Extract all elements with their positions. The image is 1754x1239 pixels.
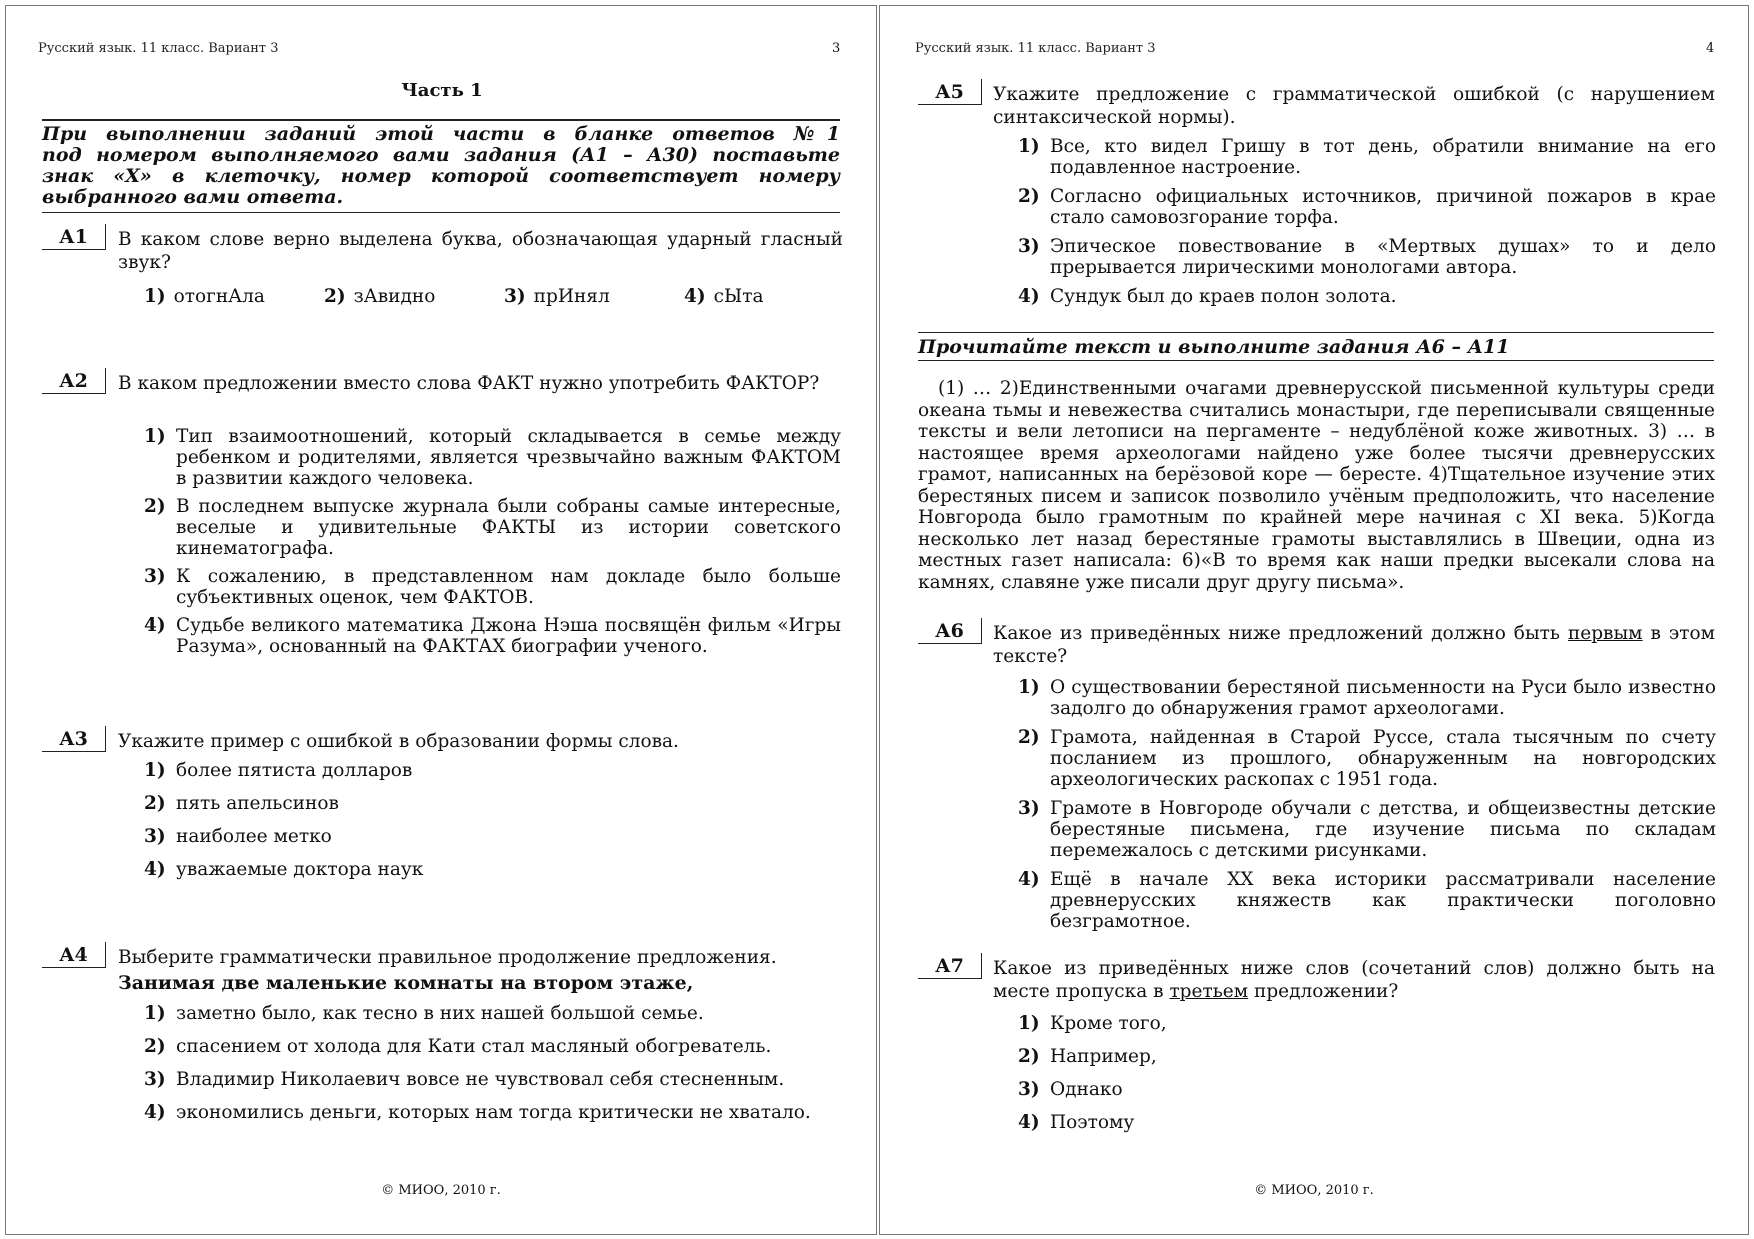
question-options-a3 — [144, 760, 841, 880]
page-header: Русский язык. 11 класс. Вариант 3 — [38, 41, 279, 56]
question-text-a1: В каком слове верно выделена буква, обозначающая ударный гласный звук? — [118, 229, 843, 273]
question-text-a7: Какое из приведённых ниже слов (сочетаний слов) должно быть на месте пропуска в третьем предложении? — [993, 958, 1715, 1002]
instruction-line: При выполнении заданий этой части в бланке ответов №1 — [42, 123, 840, 145]
right-page — [879, 5, 1749, 1235]
instruction-line: выбранного вами ответа. — [42, 186, 344, 208]
underlined-word: первым — [1567, 623, 1643, 644]
page-footer: © МИОО, 2010 г. — [1254, 1183, 1374, 1198]
question-options-a1 — [144, 286, 844, 307]
underlined-word: третьем — [1169, 981, 1249, 1002]
option-a7-1[interactable]: 1) Кроме того, — [1018, 1013, 1167, 1034]
option-a5-2[interactable]: 2) Согласно официальных источников, причиной пожаров в крае стало самовозгорание торфа. — [1018, 186, 1716, 228]
option-a2-1[interactable]: 1) Тип взаимоотношений, который складывается в семье между ребенком и родителями, является чрезвычайно важным ФАКТОМ в развитии каждого человека. — [144, 426, 841, 489]
question-text-a4: Выберите грамматически правильное продолжение предложения. — [118, 947, 777, 968]
option-a5-4[interactable]: 4) Сундук был до краев полон золота. — [1018, 286, 1397, 307]
question-options-a4 — [144, 1003, 841, 1123]
option-a7-2[interactable]: 2) Например, — [1018, 1046, 1157, 1067]
question-text-a3: Укажите пример с ошибкой в образовании формы слова. — [118, 731, 679, 752]
option-a4-2[interactable]: 2) спасением от холода для Кати стал масляный обогреватель. — [144, 1036, 772, 1057]
instruction-box — [42, 119, 840, 213]
option-a2-2[interactable]: 2) В последнем выпуске журнала были собраны самые интересные, веселые и удивительные ФАКТЫ из истории советского кинематографа. — [144, 496, 841, 559]
question-text-a6: Какое из приведённых ниже предложений должно быть первым в этом тексте? — [993, 623, 1715, 667]
page-header: Русский язык. 11 класс. Вариант 3 — [915, 41, 1156, 56]
question-options-a5 — [1018, 136, 1716, 307]
left-page — [5, 5, 877, 1235]
option-a2-4[interactable]: 4) Судьбе великого математика Джона Нэша посвящён фильм «Игры Разума», основанный на ФАКТАХ биографии ученого. — [144, 615, 841, 657]
section-heading: Прочитайте текст и выполните задания А6 – А11 — [918, 332, 1714, 361]
instruction-line: знак «Х» в клеточку, номер которой соответствует номеру — [42, 165, 840, 187]
question-tag-a7: А7 — [918, 953, 982, 979]
option-a6-3[interactable]: 3) Грамоте в Новгороде обучали с детства, и общеизвестны детские берестяные письмена, где изучение письма по складам перемежалось с детскими рисунками. — [1018, 798, 1716, 861]
option-a1-2[interactable]: 2) зАвидно — [324, 286, 436, 307]
question-options-a6 — [1018, 677, 1716, 932]
question-options-a7 — [1018, 1013, 1716, 1133]
question-tag-a5: А5 — [918, 79, 982, 105]
question-text-a5: Укажите предложение с грамматической ошибкой (с нарушением синтаксической нормы). — [993, 84, 1715, 128]
question-text-a2: В каком предложении вместо слова ФАКТ нужно употребить ФАКТОР? — [118, 373, 820, 394]
option-a6-1[interactable]: 1) О существовании берестяной письменности на Руси было известно задолго до обнаружения грамот археологами. — [1018, 677, 1716, 719]
question-options-a2 — [144, 426, 841, 657]
question-tag-a1: А1 — [42, 224, 106, 250]
page-number: 3 — [832, 41, 841, 56]
option-a1-3[interactable]: 3) прИнял — [504, 286, 610, 307]
option-a7-4[interactable]: 4) Поэтому — [1018, 1112, 1135, 1133]
option-a1-1[interactable]: 1) отогнАла — [144, 286, 265, 307]
page-number: 4 — [1706, 41, 1715, 56]
instruction-line: под номером выполняемого вами задания (А1 – А30) поставьте — [42, 144, 840, 166]
option-a5-3[interactable]: 3) Эпическое повествование в «Мертвых душах» то и дело прерывается лирическими монологами автора. — [1018, 236, 1716, 278]
option-a3-4[interactable]: 4) уважаемые доктора наук — [144, 859, 424, 880]
option-a3-3[interactable]: 3) наиболее метко — [144, 826, 332, 847]
option-a4-1[interactable]: 1) заметно было, как тесно в них нашей большой семье. — [144, 1003, 704, 1024]
option-a5-1[interactable]: 1) Все, кто видел Гришу в тот день, обратили внимание на его подавленное настроение. — [1018, 136, 1716, 178]
option-a3-1[interactable]: 1) более пятиста долларов — [144, 760, 413, 781]
option-a4-4[interactable]: 4) экономились деньги, которых нам тогда критически не хватало. — [144, 1102, 811, 1123]
reading-passage: (1) … 2)Единственными очагами древнерусской письменной культуры среди океана тьмы и невежества считались монастыри, где переписывали священные тексты и вели летописи на пергаменте – недублёной коже животных. 3) … в настоящее время археологами найдено уже более тысячи древнерусских грамот, написанных на берёзовой коре — бересте. 4)Тщательное изучение этих берестяных писем и записок позволило учёным предположить, что население Новгорода было грамотным по крайней мере начиная с XI века. 5)Когда несколько лет назад берестяные грамоты выставлялись в Швеции, одна из местных газет написала: 6)«В то время как наши предки высекали слова на камнях, славяне уже писали друг другу письма». — [918, 378, 1715, 593]
option-a2-3[interactable]: 3) К сожалению, в представленном нам докладе было больше субъективных оценок, чем ФАКТОВ. — [144, 566, 841, 608]
question-tag-a6: А6 — [918, 618, 982, 644]
option-a6-2[interactable]: 2) Грамота, найденная в Старой Руссе, стала тысячным по счету посланием из прошлого, обнаруженным на новгородских археологических раскопах с 1951 года. — [1018, 727, 1716, 790]
question-tag-a4: А4 — [42, 942, 106, 968]
question-prompt-a4: Занимая две маленькие комнаты на втором этаже, — [118, 972, 694, 994]
part-title: Часть 1 — [401, 80, 483, 101]
option-a6-4[interactable]: 4) Ещё в начале XX века историки рассматривали население древнерусских княжеств как практически поголовно безграмотное. — [1018, 869, 1716, 932]
option-a3-2[interactable]: 2) пять апельсинов — [144, 793, 339, 814]
option-a1-4[interactable]: 4) сЫта — [684, 286, 764, 307]
option-a4-3[interactable]: 3) Владимир Николаевич вовсе не чувствовал себя стесненным. — [144, 1069, 785, 1090]
option-a7-3[interactable]: 3) Однако — [1018, 1079, 1123, 1100]
question-tag-a2: А2 — [42, 368, 106, 394]
question-tag-a3: А3 — [42, 726, 106, 752]
page-footer: © МИОО, 2010 г. — [381, 1183, 501, 1198]
